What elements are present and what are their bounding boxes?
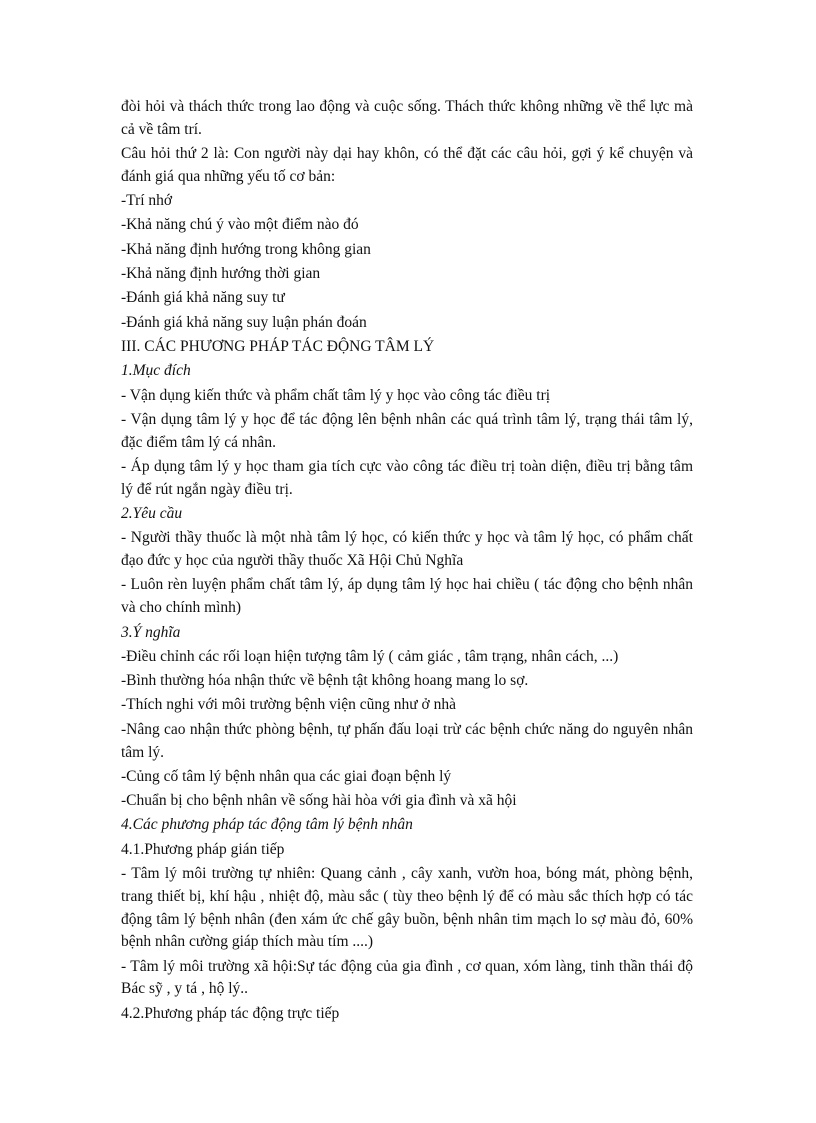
paragraph-meaning-5: -Củng cố tâm lý bệnh nhân qua các giai đoạn bệnh lý <box>121 767 452 785</box>
list-item-memory: -Trí nhớ <box>121 192 173 210</box>
paragraph-purpose-3: - Áp dụng tâm lý y học tham gia tích cực vào công tác điều trị toàn diện, điều trị bằng tâm lý để rút ngắn ngày điều trị. <box>121 457 693 498</box>
paragraph-meaning-2: -Bình thường hóa nhận thức về bệnh tật không hoang mang lo sợ. <box>121 672 529 690</box>
subheading-methods: 4.Các phương pháp tác động tâm lý bệnh nhân <box>121 816 413 834</box>
subheading-purpose: 1.Mục đích <box>121 362 191 380</box>
paragraph-natural-environment: - Tâm lý môi trường tự nhiên: Quang cảnh , cây xanh, vườn hoa, bóng mát, phòng bệnh, trang thiết bị, khí hậu , nhiệt độ, màu sắc ( tùy theo bệnh lý để có màu sắc thích hợp có tác động tâm lý bệnh nhân (đen xám ức chế gây buồn, bệnh nhân tim mạch lo sợ màu đỏ, 60% bệnh nhân cường giáp thích màu tím ....) <box>121 865 693 951</box>
subheading-meaning: 3.Ý nghĩa <box>121 623 181 641</box>
list-item-time-orientation: -Khả năng định hướng thời gian <box>121 265 321 283</box>
paragraph-meaning-3: -Thích nghi với môi trường bệnh viện cũng như ở nhà <box>121 696 456 714</box>
paragraph-purpose-2: - Vận dụng tâm lý y học để tác động lên bệnh nhân các quá trình tâm lý, trạng thái tâm lý, đặc điểm tâm lý cá nhân. <box>121 410 693 451</box>
list-item-attention: -Khả năng chú ý vào một điểm nào đó <box>121 216 359 234</box>
paragraph-social-environment: - Tâm lý môi trường xã hội:Sự tác động của gia đình , cơ quan, xóm làng, tinh thần thái độ Bác sỹ , y tá , hộ lý.. <box>121 957 693 998</box>
section-heading-iii: III. CÁC PHƯƠNG PHÁP TÁC ĐỘNG TÂM LÝ <box>121 337 435 355</box>
subheading-indirect-method: 4.1.Phương pháp gián tiếp <box>121 840 285 858</box>
paragraph-meaning-1: -Điều chỉnh các rối loạn hiện tượng tâm lý ( cảm giác , tâm trạng, nhân cách, ...) <box>121 647 619 665</box>
paragraph-meaning-6: -Chuẩn bị cho bệnh nhân về sống hài hòa với gia đình và xã hội <box>121 792 517 810</box>
list-item-thinking: -Đánh giá khả năng suy tư <box>121 289 285 307</box>
list-item-reasoning: -Đánh giá khả năng suy luận phán đoán <box>121 313 367 331</box>
subheading-requirements: 2.Yêu cầu <box>121 505 183 523</box>
document-page <box>121 96 693 1027</box>
paragraph-intro-continuation: đòi hỏi và thách thức trong lao động và cuộc sống. Thách thức không những về thể lực mà cả về tâm trí. <box>121 98 693 138</box>
subheading-direct-method: 4.2.Phương pháp tác động trực tiếp <box>121 1004 340 1022</box>
paragraph-purpose-1: - Vận dụng kiến thức và phẩm chất tâm lý y học vào công tác điều trị <box>121 386 551 404</box>
paragraph-question-2: Câu hỏi thứ 2 là: Con người này dại hay khôn, có thể đặt các câu hỏi, gợi ý kể chuyện và đánh giá qua những yếu tố cơ bản: <box>121 145 693 185</box>
paragraph-requirement-1: - Người thầy thuốc là một nhà tâm lý học, có kiến thức y học và tâm lý học, có phẩm chất đạo đức y học của người thầy thuốc Xã Hội Chủ Nghĩa <box>121 529 693 570</box>
list-item-space-orientation: -Khả năng định hướng trong không gian <box>121 240 371 258</box>
paragraph-meaning-4: -Nâng cao nhận thức phòng bệnh, tự phấn đấu loại trừ các bệnh chức năng do nguyên nhân tâm lý. <box>121 720 693 761</box>
paragraph-requirement-2: - Luôn rèn luyện phẩm chất tâm lý, áp dụng tâm lý học hai chiều ( tác động cho bệnh nhân và cho chính mình) <box>121 576 693 617</box>
